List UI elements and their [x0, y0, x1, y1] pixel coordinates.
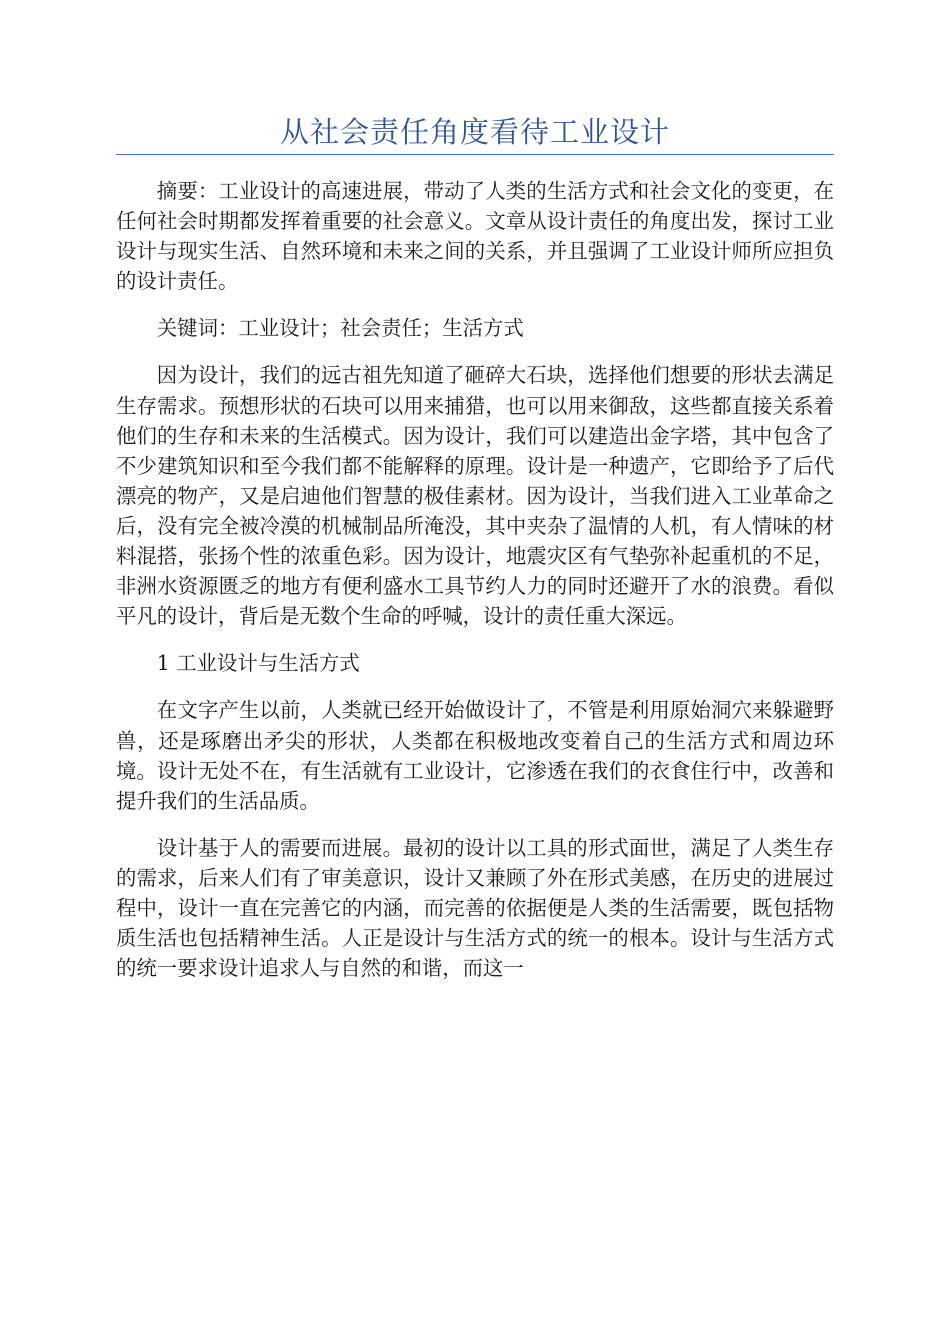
section-heading-1: 1 工业设计与生活方式 — [156, 651, 360, 676]
abstract-paragraph: 摘要：工业设计的高速进展，带动了人类的生活方式和社会文化的变更，在任何社会时期都发挥着重要的社会意义。文章从设计责任的角度出发，探讨工业设计与现实生活、自然环境和未来之间的关系，并且强调了工业设计师所应担负的设计责任。 — [116, 179, 834, 294]
intro-paragraph: 因为设计，我们的远古祖先知道了砸碎大石块，选择他们想要的形状去满足生存需求。预想形状的石块可以用来捕猎，也可以用来御敌，这些都直接关系着他们的生存和未来的生活模式。因为设计，我们可以建造出金字塔，其中包含了不少建筑知识和至今我们都不能解释的原理。设计是一种遗产，它即给予了后代漂亮的物产，又是启迪他们智慧的极佳素材。因为设计，当我们进入工业革命之后，没有完全被冷漠的机械制品所淹没，其中夹杂了温情的人机，有人情味的材料混搭，张扬个性的浓重色彩。因为设计，地震灾区有气垫弥补起重机的不足，非洲水资源匮乏的地方有便利盛水工具节约人力的同时还避开了水的浪费。看似平凡的设计，背后是无数个生命的呼喊，设计的责任重大深远。 — [116, 363, 834, 629]
body-paragraph: 设计基于人的需要而进展。最初的设计以工具的形式面世，满足了人类生存的需求，后来人们有了审美意识，设计又兼顾了外在形式美感，在历史的进展过程中，设计一直在完善它的内涵，而完善的依据便是人类的生活需要，既包括物质生活也包括精神生活。人正是设计与生活方式的统一的根本。设计与生活方式的统一要求设计追求人与自然的和谐，而这一 — [116, 835, 834, 981]
title-underline-divider — [116, 154, 834, 155]
document-body — [116, 176, 834, 1000]
keywords-paragraph: 关键词：工业设计；社会责任；生活方式 — [156, 316, 524, 341]
body-paragraph: 在文字产生以前，人类就已经开始做设计了，不管是利用原始洞穴来躲避野兽，还是琢磨出矛尖的形状，人类都在积极地改变着自己的生活方式和周边环境。设计无处不在，有生活就有工业设计，它渗透在我们的衣食住行中，改善和提升我们的生活品质。 — [116, 698, 834, 813]
document-title: 从社会责任角度看待工业设计 — [279, 115, 670, 149]
